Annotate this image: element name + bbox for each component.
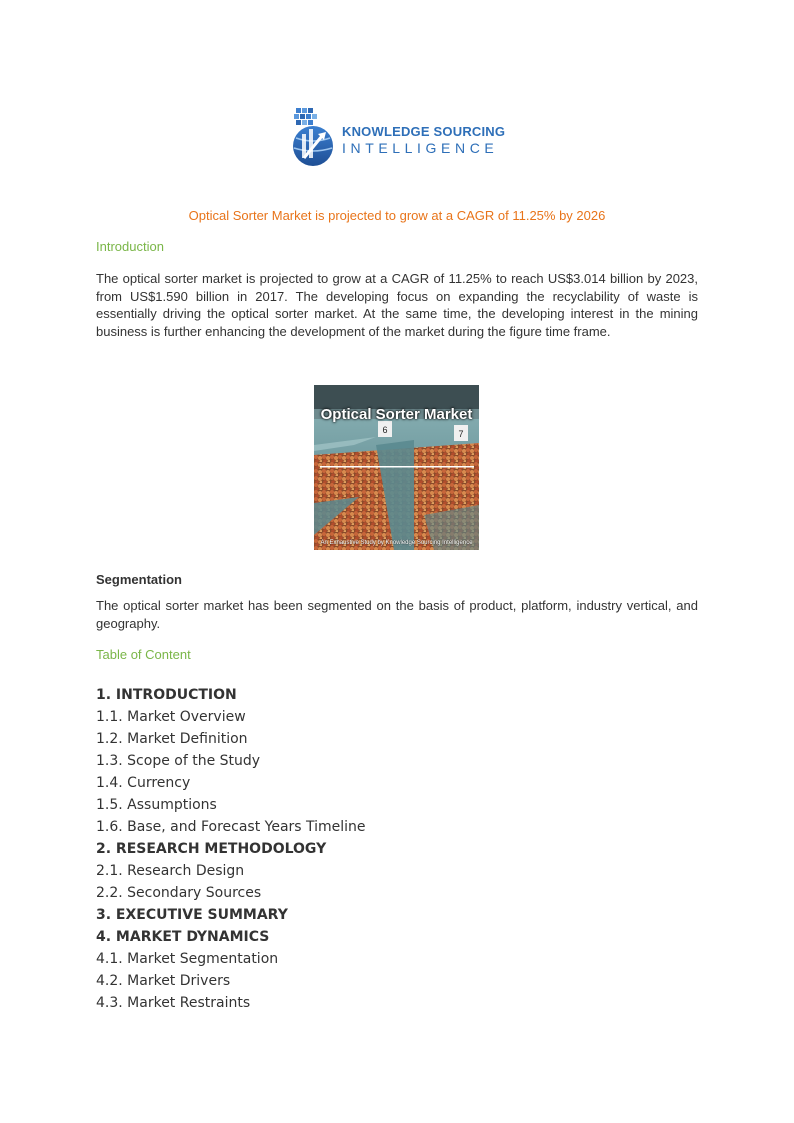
segmentation-paragraph: The optical sorter market has been segmented on the basis of product, platform, industry vertical, and geography. [96,598,698,631]
document-title: Optical Sorter Market is projected to grow at a CAGR of 11.25% by 2026 [188,208,606,223]
segmentation-heading: Segmentation [96,572,182,587]
logo-text-line2: INTELLIGENCE [342,140,499,156]
toc-item: 2. RESEARCH METHODOLOGY [96,841,327,857]
toc-item: 1.3. Scope of the Study [96,753,261,769]
sign-right: 7 [458,429,464,439]
toc-item: 1.6. Base, and Forecast Years Timeline [96,819,366,835]
introduction-paragraph: The optical sorter market is projected to grow at a CAGR of 11.25% to reach US$3.014 billion by 2023, from US$1.590 billion in 2017. The developing focus on expanding the recyclability of waste is essentially driving the optical sorter market. At the same time, the developing interest in the mining business is further enhancing the development of the market during the figure time frame. [96,271,698,339]
introduction-heading: Introduction [96,239,164,254]
toc-item: 4.3. Market Restraints [96,995,251,1011]
toc-item: 2.2. Secondary Sources [96,885,262,901]
figure-caption: An Exhaustive Study by Knowledge Sourcing Intelligence [320,540,473,546]
toc-item: 1.5. Assumptions [96,797,217,813]
company-logo [290,104,510,168]
toc-item: 2.1. Research Design [96,863,245,879]
table-of-contents [96,684,366,1014]
figure-title: Optical Sorter Market [320,406,473,423]
toc-item: 4.2. Market Drivers [96,973,231,989]
toc-item: 4. MARKET DYNAMICS [96,929,270,945]
toc-item: 1. INTRODUCTION [96,687,237,703]
logo-text-line1: KNOWLEDGE SOURCING [342,124,506,139]
optical-sorter-figure [314,385,479,550]
sign-left: 6 [382,425,388,435]
toc-item: 1.4. Currency [96,775,191,791]
toc-heading: Table of Content [96,647,191,662]
toc-item: 4.1. Market Segmentation [96,951,279,967]
toc-item: 1.2. Market Definition [96,731,248,747]
toc-item: 3. EXECUTIVE SUMMARY [96,907,288,923]
ksi-logo-icon [290,104,340,168]
toc-item: 1.1. Market Overview [96,709,246,725]
